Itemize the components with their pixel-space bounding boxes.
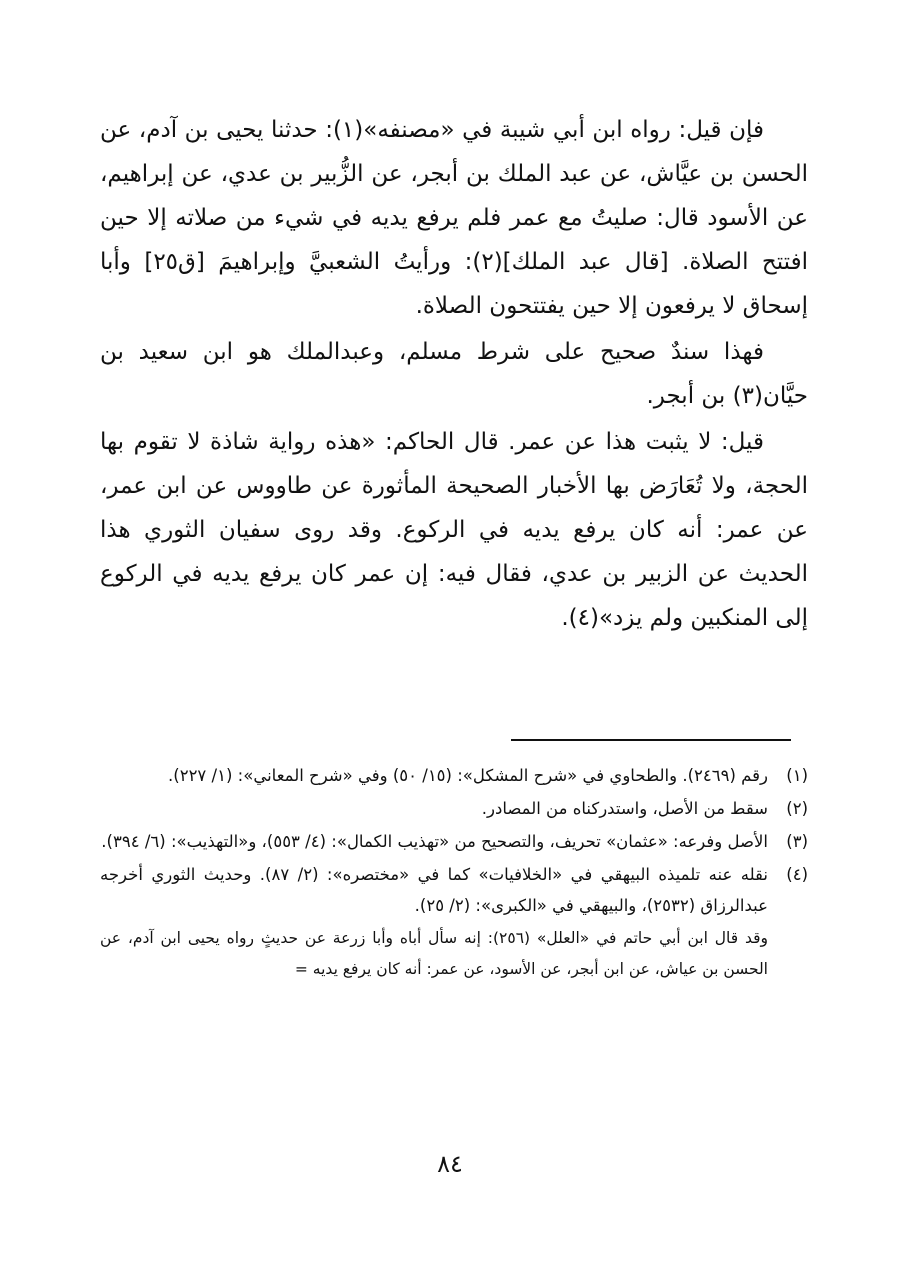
paragraph-2: فهذا سندٌ صحيح على شرط مسلم، وعبدالملك هو ابن سعيد بن حيَّان(٣) بن أبجر. [100,339,808,409]
footnote-2 [100,793,808,824]
footnote-number: (٣) [786,832,808,851]
footnote-4 [100,859,808,921]
footnote-text: سقط من الأصل، واستدركناه من المصادر. [481,799,768,818]
footnote-3 [100,826,808,857]
main-text [100,108,808,640]
footnote-number: (٢) [786,799,808,818]
footnote-text: وقد قال ابن أبي حاتم في «العلل» (٢٥٦): إنه سأل أباه وأبا زرعة عن حديثٍ رواه يحيى ابن آدم، عن الحسن بن عياش، عن ابن أبجر، عن الأسود، عن عمر: أنه كان يرفع يديه = [100,929,768,978]
footnote-text: الأصل وفرعه: «عثمان» تحريف، والتصحيح من «تهذيب الكمال»: (٤/ ٥٥٣)، و«التهذيب»: (٦/ ٣٩٤). [101,832,768,851]
page-number: ٨٤ [437,1150,463,1178]
footnote-text: رقم (٢٤٦٩). والطحاوي في «شرح المشكل»: (١٥/ ٥٠) وفي «شرح المعاني»: (١/ ٢٢٧). [168,766,768,785]
paragraph-3: قيل: لا يثبت هذا عن عمر. قال الحاكم: «هذه رواية شاذة لا تقوم بها الحجة، ولا تُعَارَض بها الأخبار الصحيحة المأثورة عن طاووس عن ابن عمر، عن عمر: أنه كان يرفع يديه في الركوع. وقد روى سفيان الثوري هذا الحديث عن الزبير بن عدي، فقال فيه: إن عمر كان يرفع يديه في الركوع إلى المنكبين ولم يزد»(٤). [100,429,808,631]
paragraph-1: فإن قيل: رواه ابن أبي شيبة في «مصنفه»(١): حدثنا يحيى بن آدم، عن الحسن بن عيَّاش، عن عبد الملك بن أبجر، عن الزُّبير بن عدي، عن إبراهيم، عن الأسود قال: صليتُ مع عمر فلم يرفع يديه في شيء من صلاته إلا حين افتتح الصلاة. [قال عبد الملك](٢): ورأيتُ الشعبيَّ وإبراهيمَ [ق٢٥] وأبا إسحاق لا يرفعون إلا حين يفتتحون الصلاة. [100,117,808,319]
footnote-1 [100,760,808,791]
footnote-number: (١) [786,766,808,785]
footnote-number: (٤) [786,865,808,884]
footnote-text: نقله عنه تلميذه البيهقي في «الخلافيات» كما في «مختصره»: (٢/ ٨٧). وحديث الثوري أخرجه عبدالرزاق (٢٥٣٢)، والبيهقي في «الكبرى»: (٢/ ٢٥). [100,865,768,915]
footnote-separator [511,739,791,741]
footnotes [100,760,808,987]
footnote-4-continuation [100,923,808,985]
